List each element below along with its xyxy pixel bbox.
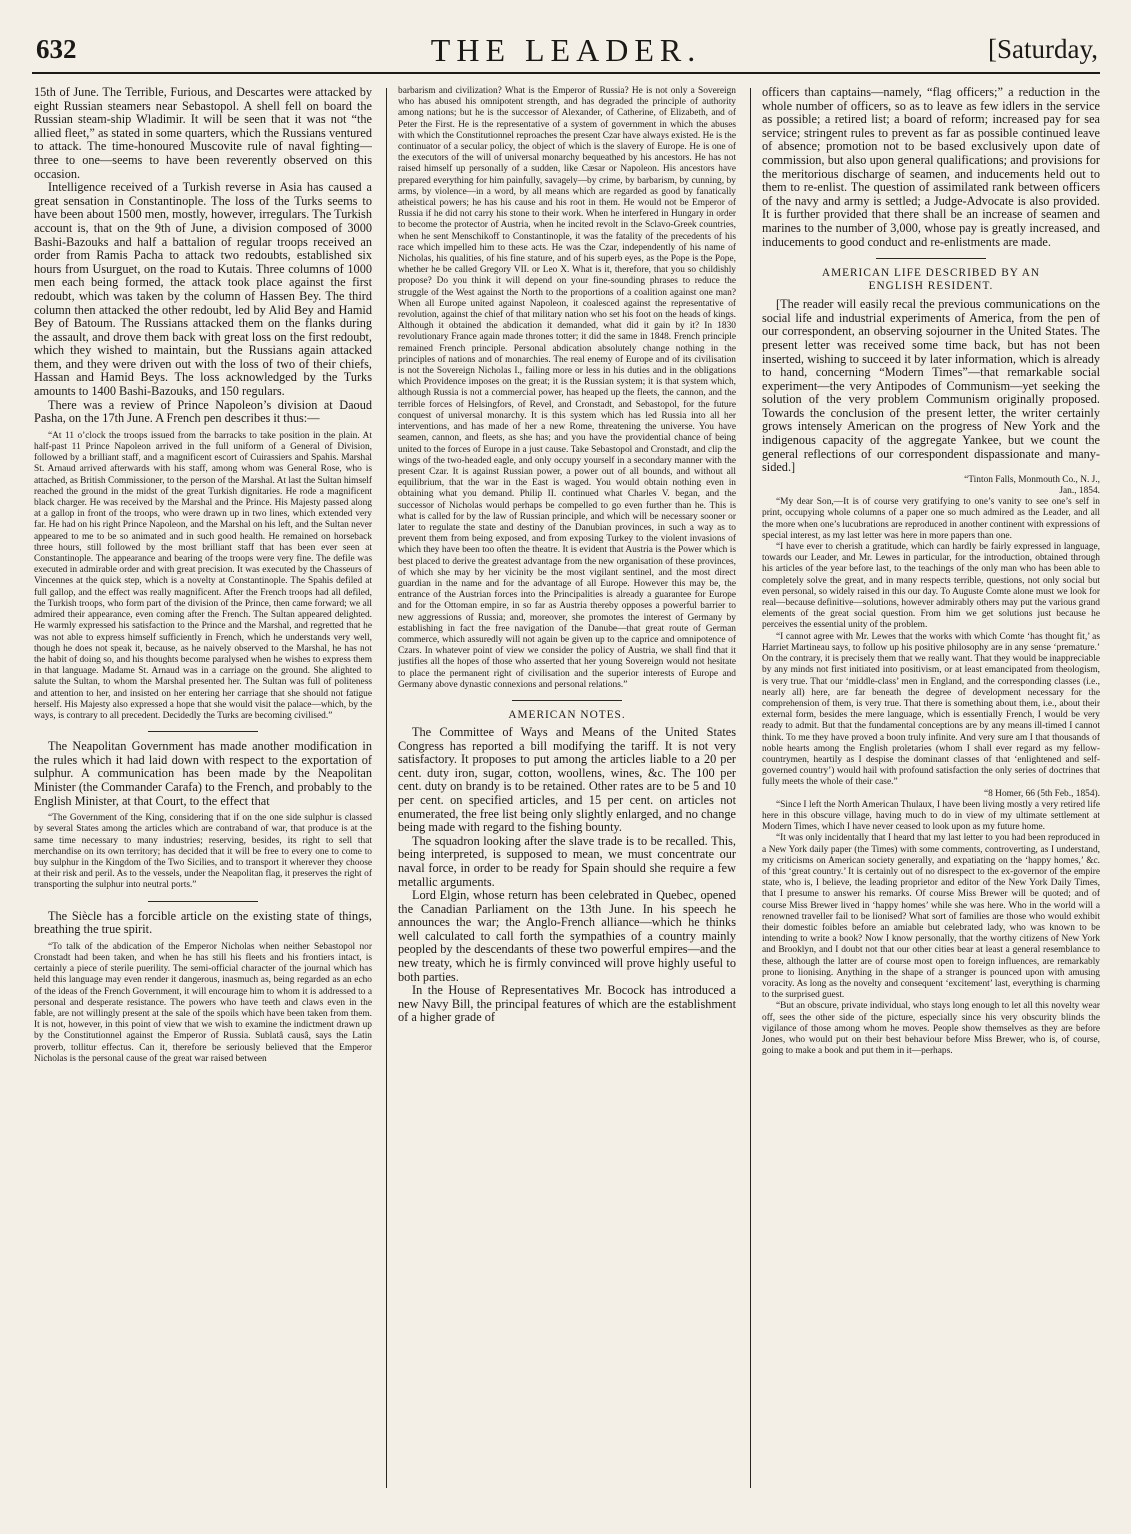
letter-paragraph: “I have ever to cherish a gratitude, which can hardly be fairly expressed in language, towards our Leader, and Mr. Lewes in particular, for the introduction, obtained through his articles of the year before last, to the teachings of the only man who has been able to completely solve the great, and in many respects terrible, questions, not only social but even personal, so widely raised in this our day. To Auguste Comte alone must we look for real—because definitive—solutions, however admirably others may put the various grand elements of the great social question. From him we get solutions just because he perceives the essential unity of the problem. <box>762 542 1100 631</box>
quoted-passage: “To talk of the abdication of the Emperor Nicholas when neither Sebastopol nor Cronstadt had been taken, and when he has still his fleets and his frontiers intact, is certainly a piece of sterile puerility. The semi-official character of the journal which has held this language may even render it dangerous, inasmuch as, being regarded as an echo of the ideas of the French Government, it will encourage him to whom it is addressed to a personal and desperate resistance. The powers who have teeth and claws even in the fable, are not willingly present at the sale of the spoils which have been taken from them. It is not, however, in this point of view that we wish to examine the indictment drawn up by the Constitutionnel against the Emperor of Russia. Sublatâ causâ, says the Latin proverb, tollitur effectus. Can it, therefore be seriously believed that the Emperor Nicholas is the personal cause of the great war raised between <box>34 941 372 1064</box>
section-heading: AMERICAN LIFE DESCRIBED BY AN <box>821 267 1041 280</box>
article-paragraph: The Siècle has a forcible article on the existing state of things, breathing the true spirit. <box>34 908 372 937</box>
article-paragraph: 15th of June. The Terrible, Furious, and Descartes were attacked by eight Russian steamers near Sebastopol. A shell fell on board the Russian steam-ship Wladimir. It will be seen that it was not “the allied fleet,” as stated in some quarters, which the Russians ventured to attack. The time-honoured Muscovite rule of naval fighting—three to one—seems to have been reverently observed on this occasion. <box>34 86 372 181</box>
letter-paragraph: “It was only incidentally that I heard that my last letter to you had been reproduced in a New York daily paper (the Times) with some comments, controverting, as I understand, my criticisms on American society generally, and expatiating on the ‘happy homes,’ &c. of this ‘great country.’ It is certainly out of no disrespect to the ex-governor of the empire state, who is, I believe, the leading proprietor and editor of the New York Daily Times, that I presume to answer his remarks. Of course Miss Brewer will be quoted; and of course Miss Brewer lived in ‘happy homes’ while she was here. Who in the world will a renowned traveller fail to be lionised? What sort of families are those who would exhibit their domestic foibles before an amiable but celebrated lady, who was known to be intending to write a book? Now I know personally, that the worthy citizens of New York and Brooklyn, and I doubt not that our other cities bear at least a general resemblance to these, although the latter are of course most open to foreign influences, are remarkably prone to lionising. Anything in the shape of a stranger is pounced upon with amusing voracity. As long as the novelty and consequent ‘excitement’ last, everything is charming to the surprised guest. <box>762 833 1100 1001</box>
article-paragraph: In the House of Representatives Mr. Bocock has introduced a new Navy Bill, the principal features of which are the establishment of a higher grade of <box>398 983 736 1025</box>
article-paragraph: Lord Elgin, whose return has been celebrated in Quebec, opened the Canadian Parliament on the 13th June. In his speech he announces the war; the Anglo-French alliance—which he thinks well calculated to call forth the sympathies of a country mainly peopled by the descendants of these two powerful empires—and the new treaty, which he is firmly convinced will prove highly useful to both parties. <box>398 888 736 984</box>
section-divider <box>512 700 622 701</box>
article-paragraph: The Committee of Ways and Means of the United States Congress has reported a bill modifying the tariff. It is not very satisfactory. It proposes to put among the articles liable to a 20 per cent. duty iron, sugar, cotton, woollens, wines, &c. The 100 per cent. duty on brandy is to be retained. Other rates are to be 5 and 10 per cent. on specified articles, and 15 per cent. on articles not enumerated, the free list being only slightly enlarged, and no change being made with regard to the fishing bounty. <box>398 724 736 835</box>
letter-dateline: “Tinton Falls, Monmouth Co., N. J., <box>964 474 1100 485</box>
section-heading-line2: ENGLISH RESIDENT. <box>868 280 994 293</box>
section-divider <box>876 258 986 259</box>
editor-introduction: [The reader will easily recal the previous communications on the social life and industrial experiments of America, from the pen of our correspondent, an observing sojourner in the United States. The present letter was received some time back, but has not been inserted, wishing to succeed it by later information, which is already to hand, concerning “Modern Times”—that remarkable social experiment—the very Antipodes of Communism—yet seeking the solution of the very problem Communism originally proposed. Towards the conclusion of the present letter, the writer certainly grows intensely American on the progress of New York and the indigenous capacity of the aggregate Yankee, but we count the general reflections of our correspondent dispassionate and many-sided.] <box>762 297 1100 475</box>
column-middle <box>398 86 736 1496</box>
page-number: 632 <box>36 34 77 64</box>
section-divider <box>148 731 258 732</box>
letter-paragraph: “Since I left the North American Thulaux, I have been living mostly a very retired life here in this obscure village, having much to do in view of my ultimate settlement at Modern Times, which I have never ceased to look upon as my future home. <box>762 799 1100 833</box>
issue-day: [Saturday, <box>988 34 1098 64</box>
article-paragraph: There was a review of Prince Napoleon’s division at Daoud Pasha, on the 17th June. A French pen describes it thus:— <box>34 397 372 426</box>
column-right <box>762 86 1100 1496</box>
article-paragraph: The Neapolitan Government has made another modification in the rules which it had laid down with respect to the exportation of sulphur. A communication has been made by the Neapolitan Minister (the Commander Carafa) to the French, and probably to the English Minister, at that Court, to the effect that <box>34 739 372 808</box>
letter-dateline-2: “8 Homer, 66 (5th Feb., 1854). <box>983 788 1100 799</box>
letter-dateline-date: Jan., 1854. <box>1059 486 1100 497</box>
column-left <box>34 86 372 1496</box>
letter-paragraph: “But an obscure, private individual, who stays long enough to let all this novelty wear off, sees the other side of the picture, especially since his very obscurity blinds the vigilance of those among whom he moves. People show themselves as they are before Jones, who would put on their best behaviour before Miss Brewer, who is, of course, going to make a book and put them in it—perhaps. <box>762 1001 1100 1057</box>
column-rule-right <box>750 88 751 1488</box>
masthead <box>32 32 1100 74</box>
article-paragraph: The squadron looking after the slave trade is to be recalled. This, being interpreted, is supposed to mean, we must concentrate our naval force, in order to be ready for Spain should she require a few metallic arguments. <box>398 833 736 889</box>
letter-paragraph: “I cannot agree with Mr. Lewes that the works with which Comte ‘has thought fit,’ as Harriet Martineau says, to follow up his positive philosophy are in any sense ‘premature.’ On the contrary, it is precisely them that we really want. That they would be inappreciable by any minds not first initiated into positivism, or at least emancipated from theologism, is very true. That our ‘middle-class’ men in England, and the corresponding classes (i.e., nearly all) here, are far beneath the degree of development necessary for the comprehension of them, is very true. That there is something about them, i.e., about their external form, besides the mere language, which is essentially French, I would be very ready to admit. But that the fundamental conceptions are by any means ill-timed I cannot think. To me they have proved a boon truly infinite. And very sure am I that thousands of noble hearts among the English proletaries (whom I shall ever regard as my fellow-countrymen, heartily as I despise the dominant classes of that ‘enlightened and self-governed country’) would hail with profound satisfaction the only series of doctrines that fully meets the whole of their case.” <box>762 631 1100 788</box>
article-paragraph: Intelligence received of a Turkish reverse in Asia has caused a great sensation in Constantinople. The loss of the Turks seems to have been about 1500 men, mostly, however, irregulars. The Turkish account is, that on the 9th of June, a division composed of 3000 Bashi-Bazouks and half a battalion of regular troops received an order from Ramis Pacha to attack two redoubts, established six hours from Usurguet, on the road to Kutais. Three columns of 1000 men each being formed, the attack took place against the first redoubt, which was taken by the column of Hassen Bey. The third column then attacked the other redoubt, led by Alid Bey and Hamid Bey of Batoum. The Russians attacked them on the flanks during the assault, and drove them back with great loss on the first redoubt, which they wished to maintain, but the Russians again attacked them, and they were driven out with the loss of two of their chiefs, Hassan and Hamid Beys. The loss acknowledged by the Turks amounts to 1400 Bashi-Bazouks, and 150 regulars. <box>34 180 372 399</box>
column-rule-left <box>386 88 387 1488</box>
quoted-passage: “The Government of the King, considering that if on the one side sulphur is classed by several States among the articles which are contraband of war, that produce is at the same time necessary to many industries; reserving, besides, its right to sell that merchandise on its own territory; has decided that it will be free to every one to come to buy sulphur in the Kingdom of the Two Sicilies, and to transport it wherever they choose at their risk and peril. As to the vessels, under the Neapolitan flag, it preserves the right of transporting the sulphur into neutral ports.” <box>34 813 372 891</box>
quoted-passage: “At 11 o’clock the troops issued from the barracks to take position in the plain. At half-past 11 Prince Napoleon arrived in the full uniform of a General of Division, followed by a brilliant staff, and a magnificent escort of Cuirassiers and Spahis. Marshal St. Arnaud arrived afterwards with his staff, among whom was General Rose, who is attached, as British Commissioner, to the person of the Marshal. At last the Sultan himself reached the ground in the midst of the great Turkish dignitaries. He rode a magnificent black charger. He was received by the Marshal and the Prince. His Majesty passed along at a gallop in front of the troops, who were drawn up in two lines, which extended very far. He had on his right Prince Napoleon, and the Marshal on his left, and the Sultan never appeared to me to be so animated and in such good health. He remained on horseback three hours, still followed by the most brilliant staff that has been ever seen at Constantinople. The appearance and bearing of the troops were very fine. The defile was executed in admirable order and with great precision. It was executed by the Chasseurs of Vincennes at the quick step, which is a novelty at Constantinople. The Spahis defiled at full gallop, and the effect was really magnificent. After the French troops had all defiled, the Turkish troops, who form part of the division of the Prince, then came forward; we all admired their appearance, even coming after the French. The Sultan appeared delighted. He warmly expressed his satisfaction to the Prince and the Marshal, and regretted that he was not able to express himself sufficiently in French, which he understands very well, though he does not speak it, because, as he naively observed to the Marshal, he has not the habit of doing so, and his thoughts become paralysed when he wishes to express them in that language. Madame St. Arnaud was in a carriage on the ground. She alighted to salute the Sultan, to whom the Marshal presented her. The Sultan was full of politeness and attention to her, and insisted on her entering her carriage that she should not fatigue herself. His Majesty also expressed a hope that she would visit the palace—which, by the ways, is contrary to all precedent. Decidedly the Turks are becoming civilised.” <box>34 430 372 721</box>
letter-paragraph: “My dear Son,—It is of course very gratifying to one’s vanity to see one’s self in print, occupying whole columns of a paper one so much admired as the Leader, and all the more when one’s lucubrations are reproduced in another continent with expressions of special interest, as my last letter was here in more papers than one. <box>762 497 1100 541</box>
section-divider <box>148 901 258 902</box>
quoted-passage: barbarism and civilization? What is the Emperor of Russia? He is not only a Sovereign who has abused his omnipotent strength, and has degraded the principle of authority among nations; but he is the successor of Alexander, of Catherine, of Elizabeth, and of Peter the First. He is the representative of a system of government in which the abuses with which the Constitutionnel reproaches the present Czar have always existed. He is the continuator of a secular policy, the object of which is the slavery of Europe. He is one of the executors of the will of universal monarchy bequeathed by his ancestors. He has not raised himself up personally of a sudden, like Cæsar or Napoleon. His ancestors have prepared everything for him painfully, savagely—by crime, by barbarism, by cunning, by arms, by violence—in a word, by all means which are regarded as good by fanatically atheistical powers; he has his cause and his root in them. He would not be Emperor of Russia if he did not carry his stone to their work. When he interfered in Hungary in order to become the protector of Austria, when he incited revolt in the Sclavo-Greek countries, when he sent Menschikoff to Constantinople, it was the fatality of the precedents of his race which impelled him to these acts. He was the Czar, independently of his name of Nicholas, his qualities, of his fine stature, and of his superb eyes, as the Pope is the Pope, whether he be called Gregory VII. or Leo X. What is it, therefore, that you so childishly propose? Do you think it will depend on your fine-sounding phrases to reduce the struggle of the West against the North to the proportions of a coalition against one man? When all Europe united against Napoleon, it coalesced against the representative of revolution, against the chief of that military nation who set his foot on the heads of kings. Although it obtained the abdication it demanded, what did it gain by it? In 1830 revolutionary France again made thrones totter; it did the same in 1848. French principle remained French principle. Personal abdication absolutely change nothing in the principles of nations and of monarchies. The real enemy of Europe and of its civilisation is not the Sovereign Nicholas I., failing more or less in his duties and in the obligations which Providence imposes on the great; it is the Russian system; it is that system which, although Russia is not a commercial power, has heaped up the fleets, the cannon, and the terrible forces of Helsingfors, of Revel, and Cronstadt, and Sebastopol, for the future conquest of universal monarchy. It is this system which has led Russia into all her interventions, and has made of her a new Rome, threatening the universe. You have seamen, cannon, and fleets, as she has; and you have the providential chance of being united to the forces of Europe in a just cause. Take Sebastopol and Cronstadt, and clip the wings of the two-headed eagle, and only occupy yourself in a secondary manner with the present Czar. It is against Russian power, a power out of all bounds, and without all equilibrium, that the war in the East is waged. You would obtain nothing even in obtaining what you demand. Philip II. continued what Charles V. began, and the successor of Nicholas would perhaps be compelled to go even further than he. This is what is called for by the law of Russian principle, and which will be necessary sooner or later to regulate the state and destiny of the Danubian provinces, in such a way as to prevent them from being exposed, and from exposing Turkey to the violent invasions of which they have been too often the theatre. It is evident that Austria is the Power which is best placed to derive the greatest advantage from the new organisation of these provinces, of which she may by her vicinity be the most vigilant sentinel, and the most direct guardian in the name and for the advantage of all Europe. However this may be, the entrance of the Austrian forces into the Principalities is already a guarantee for Europe and for the Ottoman empire, in so far as Austria thereby opposes a powerful barrier to new aggressions of Russia; and, moreover, she promotes the interest of Germany by establishing in fact the free navigation of the Danube—that great route of German commerce, which assuredly will not again be given up to the caprice and omnipotence of Czars. In whatever point of view we consider the policy of Austria, we shall find that it justifies all the hopes of those who asserted that her young Sovereign would not hesitate to place the permanent right of civilisation and the superior interests of Europe and Germany above dynastic connexions and personal relations.” <box>398 86 736 690</box>
section-heading: AMERICAN NOTES. <box>508 708 626 721</box>
article-paragraph: officers than captains—namely, “flag officers;” a reduction in the whole number of officers, so as to leave as few idlers in the service as possible; a retired list; a board of reform; increased pay for sea service; stringent rules to prevent as far as possible continued leave of absence; promotion not to be based exclusively upon date of commission, but also upon general qualifications; and provisions for the meritorious discharge of seamen, and inducements held out to them to re-enlist. The question of assimilated rank between officers of the navy and army is settled; a Judge-Advocate is also provided. It is further provided that there shall be an increase of seamen and marines to the number of 3,000, whose pay is greatly increased, and inducements to good conduct and re-enlistments are made. <box>762 86 1100 249</box>
newspaper-title: THE LEADER. <box>430 32 702 68</box>
